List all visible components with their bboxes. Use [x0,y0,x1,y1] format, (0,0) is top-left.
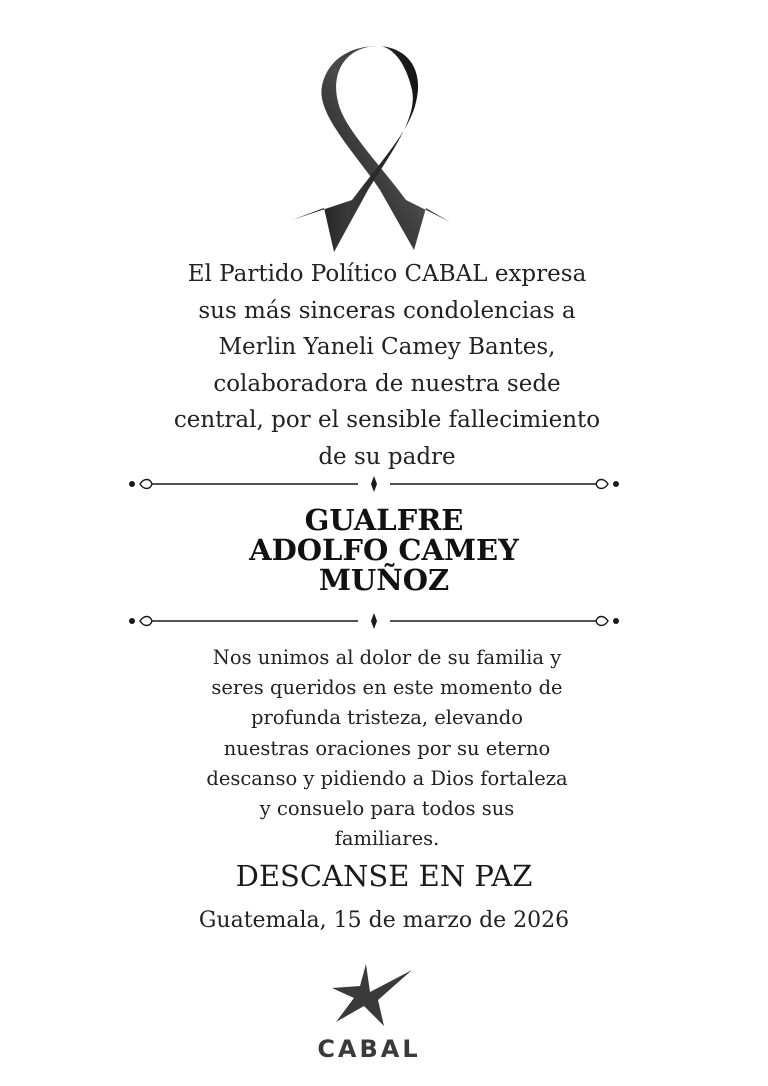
intro-line: central, por el sensible fallecimiento [173,407,601,433]
intro-line: Merlin Yaneli Camey Bantes, [218,334,556,360]
message-line: Nos unimos al dolor de su familia y [212,646,562,669]
message-line: familiares. [334,827,440,851]
place-date: Guatemala, 15 de marzo de 2026 [198,908,570,933]
party-logo-text: CABAL [317,1035,421,1063]
message-line: nuestras oraciones por su eterno [223,736,551,760]
mourning-ribbon-icon [286,40,462,260]
condolence-message [140,643,634,854]
ornamental-divider-bottom [126,609,622,633]
name-line: GUALFRE [304,503,464,537]
name-line: MUÑOZ [318,563,450,597]
intro-line: El Partido Político CABAL expresa [187,261,587,287]
intro-line: sus más sinceras condolencias a [198,297,576,324]
message-line: descanso y pidiendo a Dios fortaleza [206,766,568,790]
condolence-intro [120,256,654,475]
deceased-name [184,505,584,595]
rest-in-peace-heading: DESCANSE EN PAZ [235,859,533,893]
star-icon [328,962,414,1028]
intro-line: colaboradora de nuestra sede [213,370,561,397]
ornamental-divider-top [126,472,622,496]
intro-line: de su padre [318,443,456,470]
message-line: seres queridos en este momento de [211,676,563,700]
message-line: y consuelo para todos sus [259,797,515,821]
name-line: ADOLFO CAMEY [249,533,519,567]
message-line: profunda tristeza, elevando [250,706,523,730]
